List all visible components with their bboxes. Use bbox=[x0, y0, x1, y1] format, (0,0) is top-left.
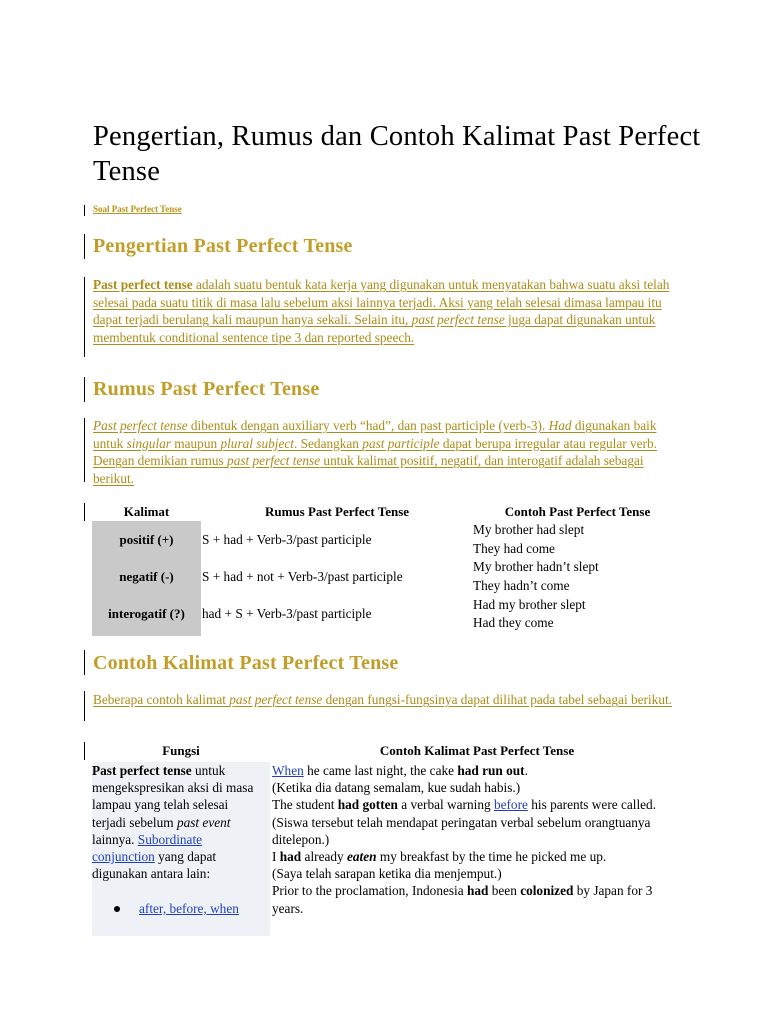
page-title: Pengertian, Rumus dan Contoh Kalimat Past Perfect Tense bbox=[93, 121, 701, 187]
margin-bar bbox=[84, 742, 85, 760]
rumus-cell: S + had + Verb-3/past participle bbox=[202, 532, 372, 547]
term-italic: singular bbox=[126, 435, 171, 451]
term-bold: colonized bbox=[520, 883, 574, 899]
text: lainnya. bbox=[92, 831, 138, 847]
text: juga dapat digunakan untuk membentuk conditional sentence tipe 3 dan reported speech. bbox=[93, 312, 656, 345]
text: already bbox=[301, 849, 347, 865]
margin-bar bbox=[84, 234, 85, 259]
column-header: Contoh Past Perfect Tense bbox=[504, 504, 651, 519]
margin-bar bbox=[84, 650, 85, 675]
example-sentence bbox=[272, 848, 682, 865]
column-header: Fungsi bbox=[162, 743, 200, 758]
soal-link[interactable]: Soal Past Perfect Tense bbox=[93, 204, 182, 214]
term-italic: Had bbox=[548, 418, 572, 433]
text: untuk kalimat positif, negatif, dan interogatif adalah sebagai berikut. bbox=[93, 453, 644, 486]
term-italic: Past perfect tense bbox=[93, 418, 188, 433]
margin-bar bbox=[84, 377, 85, 402]
term-italic: past perfect tense bbox=[411, 312, 505, 327]
paragraph-rumus[interactable] bbox=[93, 417, 683, 487]
paragraph-contoh[interactable] bbox=[93, 691, 683, 709]
term-italic: past event bbox=[176, 814, 231, 830]
term-italic: past participle bbox=[362, 435, 440, 451]
text: untuk mengekspresikan aksi di masa lampau yang telah selesai terjadi sebelum bbox=[92, 763, 254, 830]
term-italic: plural subject bbox=[220, 435, 294, 451]
term-bold: Past perfect tense bbox=[93, 277, 193, 292]
heading-rumus: Rumus Past Perfect Tense bbox=[93, 378, 320, 400]
text: I bbox=[272, 849, 280, 865]
text: digunakan baik untuk bbox=[93, 418, 657, 451]
term-bold: had bbox=[279, 849, 302, 865]
fungsi-text bbox=[92, 762, 262, 882]
before-link[interactable]: before bbox=[493, 797, 528, 813]
conjunction-list-link[interactable]: after, before, when bbox=[139, 901, 239, 916]
rumus-cell: had + S + Verb-3/past participle bbox=[202, 606, 372, 621]
contoh-cell: My brother hadn’t slept bbox=[473, 559, 599, 574]
margin-bar bbox=[84, 691, 85, 721]
example-sentence bbox=[272, 762, 682, 779]
paragraph-pengertian[interactable] bbox=[93, 276, 683, 346]
text: his parents were called. bbox=[527, 797, 657, 813]
term-italic: past perfect tense bbox=[229, 692, 323, 707]
text: maupun bbox=[170, 435, 221, 451]
text: been bbox=[488, 883, 521, 899]
text: he came last night, the cake bbox=[303, 763, 458, 778]
text: adalah suatu bentuk kata kerja yang digunakan untuk menyatakan bahwa suatu aksi telah selesai pada suatu titik di masa lalu sebelum aksi lainnya terjadi. Aksi yang telah selesai dimasa lampau itu dapat terjadi berulang kali maupun hanya sekali. Selain itu, bbox=[93, 277, 670, 327]
example-translation: (Siswa tersebut telah mendapat peringatan verbal sebelum orangtuanya ditelepon.) bbox=[272, 814, 651, 847]
subordinate-conjunction-link[interactable]: Subordinate conjunction bbox=[92, 831, 203, 865]
text: my breakfast by the time he picked me up. bbox=[376, 849, 607, 865]
text: dengan fungsi-fungsinya dapat dilihat pada tabel sebagai berikut. bbox=[322, 692, 672, 707]
text: yang dapat digunakan antara lain: bbox=[92, 849, 217, 882]
heading-pengertian: Pengertian Past Perfect Tense bbox=[93, 235, 353, 257]
contoh-cell: Had my brother slept bbox=[473, 597, 586, 612]
kalimat-cell: positif (+) bbox=[119, 532, 174, 547]
kalimat-cell: negatif (-) bbox=[119, 569, 174, 584]
text: The student bbox=[272, 797, 338, 813]
contoh-cell: They hadn’t come bbox=[473, 578, 570, 593]
term-bold: Past perfect tense bbox=[92, 763, 192, 778]
contoh-cell: Had they come bbox=[473, 615, 554, 630]
rumus-cell: S + had + not + Verb-3/past participle bbox=[202, 569, 403, 584]
kalimat-cell: interogatif (?) bbox=[108, 606, 185, 621]
contoh-cell: My brother had slept bbox=[473, 522, 585, 537]
margin-bar bbox=[84, 205, 85, 216]
example-translation: (Ketika dia datang semalam, kue sudah habis.) bbox=[272, 780, 521, 796]
contoh-kalimat-cell bbox=[272, 762, 682, 917]
margin-bar bbox=[84, 277, 85, 357]
contoh-cell: They had come bbox=[473, 541, 555, 556]
when-link[interactable]: When bbox=[272, 763, 304, 778]
term-italic: past perfect tense bbox=[227, 453, 321, 468]
column-header: Kalimat bbox=[123, 504, 170, 519]
term-bold: had gotten bbox=[337, 797, 398, 813]
term-bold: had bbox=[466, 883, 489, 899]
text: dibentuk dengan auxiliary verb “had”, dan past participle (verb-3). bbox=[187, 418, 549, 433]
fungsi-cell bbox=[92, 762, 270, 936]
margin-bar bbox=[84, 418, 85, 482]
example-sentence bbox=[272, 882, 682, 916]
text: . bbox=[524, 763, 528, 778]
example-translation: (Saya telah sarapan ketika dia menjemput.) bbox=[272, 866, 502, 882]
text: by Japan for 3 years. bbox=[272, 883, 653, 916]
text: Beberapa contoh kalimat bbox=[93, 692, 230, 707]
column-header: Contoh Kalimat Past Perfect Tense bbox=[379, 743, 575, 758]
bullet-icon bbox=[114, 906, 120, 912]
text: dapat berupa irregular atau regular verb. Dengan demikian rumus bbox=[93, 435, 657, 468]
term-italic-bold: eaten bbox=[347, 849, 377, 865]
text: Prior to the proclamation, Indonesia bbox=[272, 883, 467, 899]
heading-contoh: Contoh Kalimat Past Perfect Tense bbox=[93, 652, 399, 674]
column-header: Rumus Past Perfect Tense bbox=[264, 504, 410, 519]
example-sentence bbox=[272, 796, 682, 813]
term-bold: had run out bbox=[457, 763, 525, 778]
margin-bar bbox=[84, 503, 85, 521]
text: a verbal warning bbox=[397, 797, 494, 813]
text: . Sedangkan bbox=[293, 435, 363, 451]
